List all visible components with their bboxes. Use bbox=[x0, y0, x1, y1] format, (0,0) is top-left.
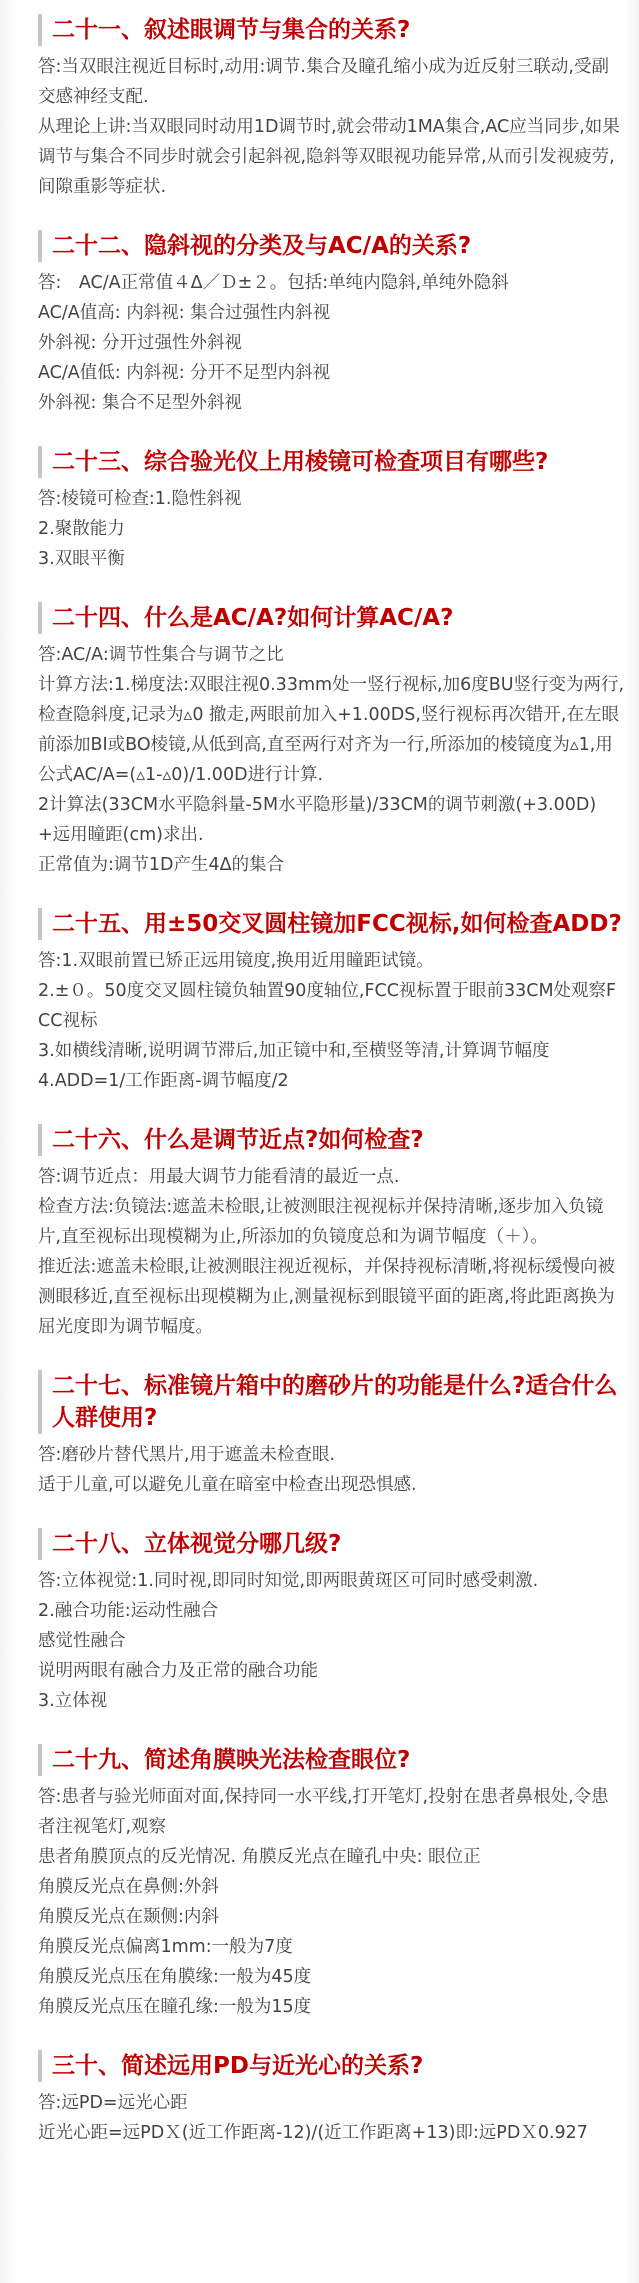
qa-section-29 bbox=[38, 1744, 625, 2022]
answer-line: 说明两眼有融合力及正常的融合功能 bbox=[38, 1661, 318, 1681]
qa-section-27 bbox=[38, 1370, 625, 1500]
section-heading: 二十三、综合验光仪上用棱镜可检查项目有哪些? bbox=[38, 446, 625, 478]
section-heading: 二十五、用±50交叉圆柱镜加FCC视标,如何检查ADD? bbox=[38, 908, 625, 940]
section-heading: 二十八、立体视觉分哪几级? bbox=[38, 1528, 625, 1560]
answer-line: 答:当双眼注视近目标时,动用:调节.集合及瞳孔缩小成为近反射三联动,受副交感神经支配. bbox=[38, 57, 609, 107]
answer-line: 2计算法(33CM水平隐斜量-5M水平隐形量)/33CM的调节刺激(+3.00D)+远用瞳距(cm)求出. bbox=[38, 795, 597, 845]
qa-section-25 bbox=[38, 908, 625, 1096]
answer-line: 患者角膜顶点的反光情况. 角膜反光点在瞳孔中央: 眼位正 bbox=[38, 1847, 481, 1867]
section-heading: 二十九、简述角膜映光法检查眼位? bbox=[38, 1744, 625, 1776]
answer-line: 角膜反光点在鼻侧:外斜 bbox=[38, 1877, 219, 1897]
answer-line: 答: AC/A正常值４Δ／Ｄ±２。包括:单纯内隐斜,单纯外隐斜 bbox=[38, 273, 509, 293]
qa-section-23 bbox=[38, 446, 625, 574]
answer-line: 3.立体视 bbox=[38, 1691, 108, 1711]
qa-section-21 bbox=[38, 14, 625, 202]
answer-line: 3.如横线清晰,说明调节滞后,加正镜中和,至横竖等清,计算调节幅度 bbox=[38, 1041, 550, 1061]
section-heading: 二十六、什么是调节近点?如何检查? bbox=[38, 1124, 625, 1156]
answer-line: 角膜反光点压在角膜缘:一般为45度 bbox=[38, 1967, 312, 1987]
answer-line: 适于儿童,可以避免儿童在暗室中检查出现恐惧感. bbox=[38, 1475, 417, 1495]
answer-line: 外斜视: 分开过强性外斜视 bbox=[38, 333, 242, 353]
answer-line: 计算方法:1.梯度法:双眼注视0.33mm处一竖行视标,加6度BU竖行变为两行,检查隐斜度,记录为▵0 撤走,两眼前加入+1.00DS,竖行视标再次错开,在左眼前添加BI或BO棱镜,从低到高,直至两行对齐为一行,所添加的棱镜度为▵1,用公式AC/A=(▵1-▵0)/1.00D进行计算. bbox=[38, 675, 625, 785]
section-heading: 二十七、标准镜片箱中的磨砂片的功能是什么?适合什么人群使用? bbox=[38, 1370, 625, 1434]
answer-line: 角膜反光点偏离1mm:一般为7度 bbox=[38, 1937, 293, 1957]
answer-line: 近光心距=远PDＸ(近工作距离-12)/(近工作距离+13)即:远PDＸ0.927 bbox=[38, 2123, 588, 2143]
answer-line: 2.聚散能力 bbox=[38, 519, 125, 539]
answer-line: AC/A值低: 内斜视: 分开不足型内斜视 bbox=[38, 363, 331, 383]
qa-section-24 bbox=[38, 602, 625, 880]
answer-line: 外斜视: 集合不足型外斜视 bbox=[38, 393, 242, 413]
answer-line: 2.±０。50度交叉圆柱镜负轴置90度轴位,FCC视标置于眼前33CM处观察FCC视标 bbox=[38, 981, 617, 1031]
section-heading: 二十一、叙述眼调节与集合的关系? bbox=[38, 14, 625, 46]
answer-line: 2.融合功能:运动性融合 bbox=[38, 1601, 219, 1621]
answer-line: 感觉性融合 bbox=[38, 1631, 126, 1651]
answer-line: 推近法:遮盖未检眼,让被测眼注视近视标，并保持视标清晰,将视标缓慢向被测眼移近,直至视标出现模糊为止,测量视标到眼镜平面的距离,将此距离换为屈光度即为调节幅度。 bbox=[38, 1257, 616, 1337]
qa-section-30 bbox=[38, 2050, 625, 2148]
answer-line: 答:AC/A:调节性集合与调节之比 bbox=[38, 645, 284, 665]
answer-line: 检查方法:负镜法:遮盖未检眼,让被测眼注视视标并保持清晰,逐步加入负镜片,直至视标出现模糊为止,所添加的负镜度总和为调节幅度（＋）。 bbox=[38, 1197, 604, 1247]
answer-line: 答:磨砂片替代黑片,用于遮盖未检查眼. bbox=[38, 1445, 336, 1465]
answer-line: 答:1.双眼前置已矫正远用镜度,换用近用瞳距试镜。 bbox=[38, 951, 434, 971]
qa-section-28 bbox=[38, 1528, 625, 1716]
answer-line: 角膜反光点压在瞳孔缘:一般为15度 bbox=[38, 1997, 312, 2017]
answer-line: 3.双眼平衡 bbox=[38, 549, 125, 569]
answer-line: 答:远PD=远光心距 bbox=[38, 2093, 188, 2113]
answer-line: 正常值为:调节1D产生4Δ的集合 bbox=[38, 855, 285, 875]
answer-line: 从理论上讲:当双眼同时动用1D调节时,就会带动1MA集合,AC应当同步,如果调节与集合不同步时就会引起斜视,隐斜等双眼视功能异常,从而引发视疲劳,间隙重影等症状. bbox=[38, 117, 620, 197]
answer-line: 答:棱镜可检查:1.隐性斜视 bbox=[38, 489, 242, 509]
qa-section-26 bbox=[38, 1124, 625, 1342]
section-heading: 三十、简述远用PD与近光心的关系? bbox=[38, 2050, 625, 2082]
section-heading: 二十四、什么是AC/A?如何计算AC/A? bbox=[38, 602, 625, 634]
answer-line: AC/A值高: 内斜视: 集合过强性内斜视 bbox=[38, 303, 331, 323]
answer-line: 答:调节近点：用最大调节力能看清的最近一点. bbox=[38, 1167, 400, 1187]
section-heading: 二十二、隐斜视的分类及与AC/A的关系? bbox=[38, 230, 625, 262]
answer-line: 角膜反光点在颞侧:内斜 bbox=[38, 1907, 219, 1927]
answer-line: 答:立体视觉:1.同时视,即同时知觉,即两眼黄斑区可同时感受刺激. bbox=[38, 1571, 539, 1591]
answer-line: 4.ADD=1/工作距离-调节幅度/2 bbox=[38, 1071, 289, 1091]
qa-section-22 bbox=[38, 230, 625, 418]
answer-line: 答:患者与验光师面对面,保持同一水平线,打开笔灯,投射在患者鼻根处,令患者注视笔灯,观察 bbox=[38, 1787, 609, 1837]
